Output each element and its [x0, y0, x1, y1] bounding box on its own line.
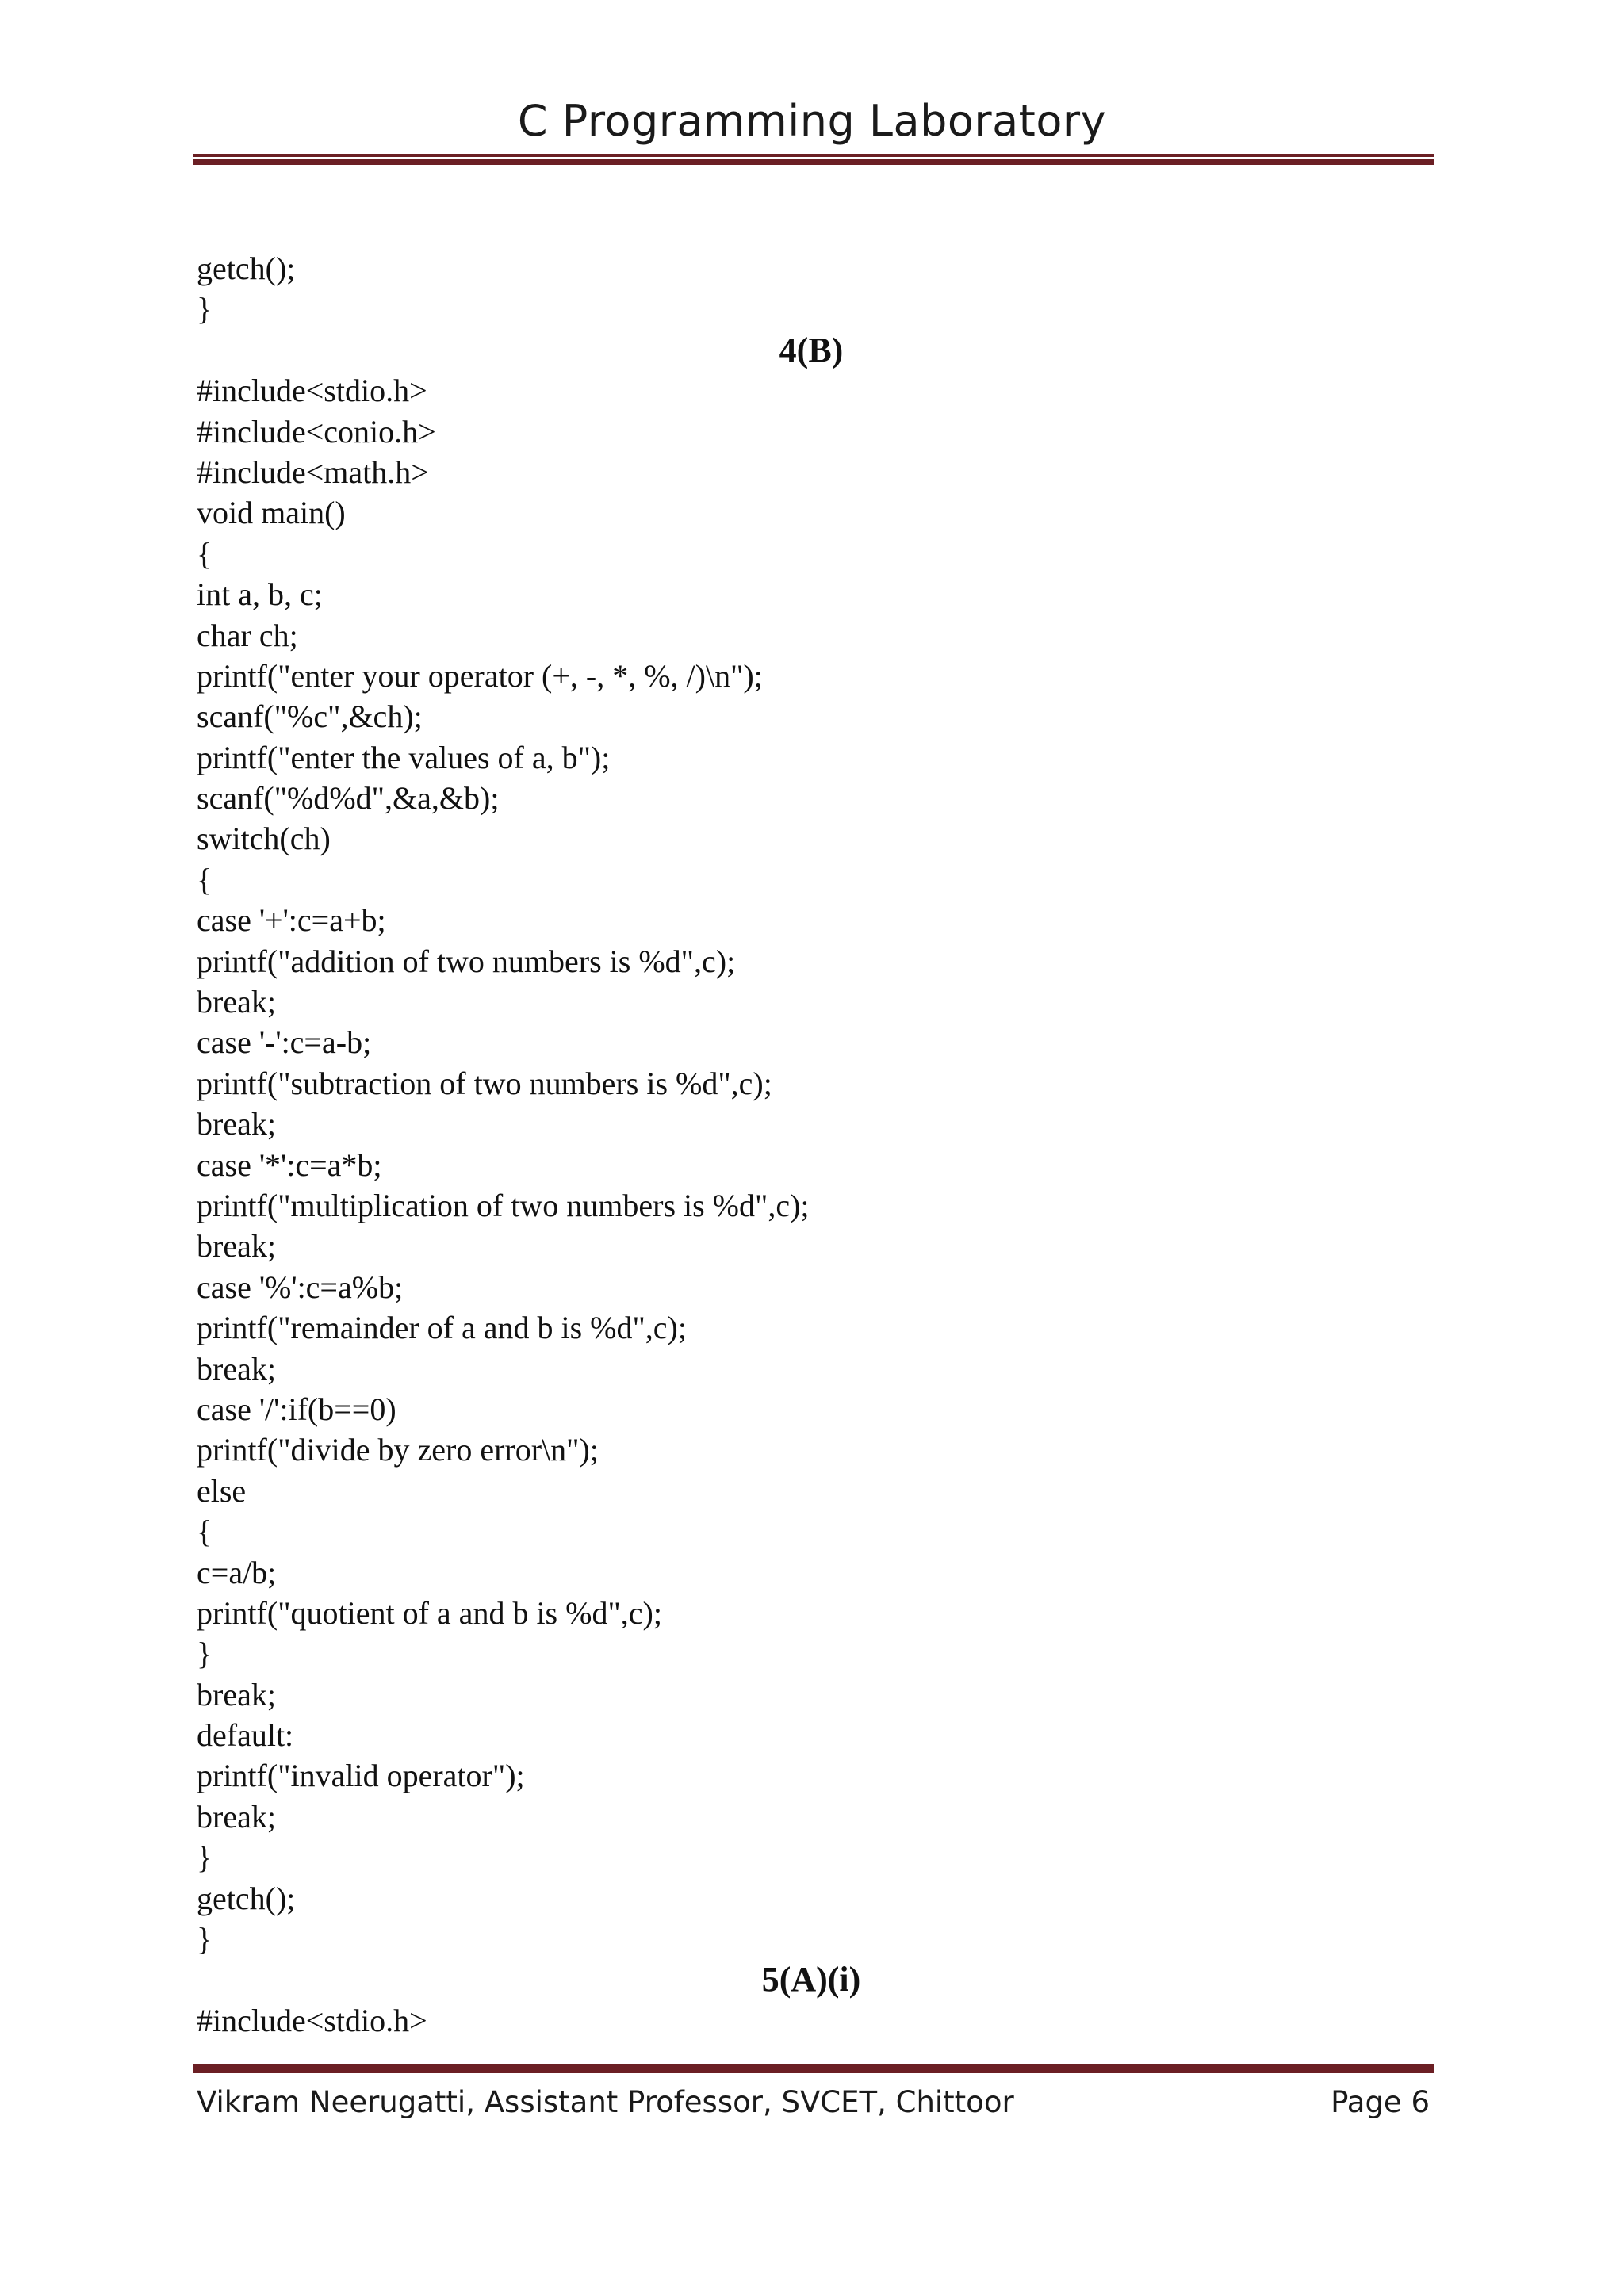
code-line: printf("quotient of a and b is %d",c);	[197, 1594, 662, 1631]
code-line: switch(ch)	[197, 821, 331, 857]
code-line: case '-':c=a-b;	[197, 1024, 372, 1061]
code-line: printf("invalid operator");	[197, 1758, 525, 1794]
footer-author: Vikram Neerugatti, Assistant Professor, SVCET, Chittoor	[197, 2085, 1014, 2119]
code-line: printf("enter the values of a, b");	[197, 739, 611, 775]
code-line: case '+':c=a+b;	[197, 902, 386, 939]
code-line: }	[197, 1921, 213, 1957]
code-line: printf("enter your operator (+, -, *, %, /)\n");	[197, 657, 763, 694]
code-line: {	[197, 1513, 213, 1550]
code-line: scanf("%c",&ch);	[197, 698, 423, 735]
code-line: }	[197, 1839, 213, 1876]
code-line: }	[197, 1636, 213, 1672]
code-line: printf("addition of two numbers is %d",c);	[197, 943, 736, 979]
header-divider-thin	[193, 154, 1434, 157]
header-divider-thick	[193, 159, 1434, 165]
page-footer	[197, 2079, 1430, 2126]
code-line: int a, b, c;	[197, 576, 323, 613]
footer-divider-thick	[193, 2064, 1434, 2070]
code-line: {	[197, 535, 213, 572]
document-title: C Programming Laboratory	[517, 96, 1107, 146]
section-heading-text: 5(A)(i)	[761, 1960, 861, 1999]
code-line: }	[197, 291, 213, 327]
code-line: break;	[197, 1350, 276, 1387]
code-line: printf("multiplication of two numbers is %d",c);	[197, 1187, 810, 1223]
code-line: getch();	[197, 1880, 296, 1916]
code-line: char ch;	[197, 617, 298, 653]
code-line: else	[197, 1472, 247, 1509]
code-line: getch();	[197, 251, 296, 286]
code-listing	[197, 248, 1434, 2041]
code-line: default:	[197, 1717, 294, 1754]
code-line: break;	[197, 1676, 276, 1712]
section-heading	[0, 330, 1434, 370]
code-line: case '*':c=a*b;	[197, 1146, 382, 1183]
code-line: case '/':if(b==0)	[197, 1391, 396, 1427]
code-line: scanf("%d%d",&a,&b);	[197, 780, 500, 817]
section-heading-text: 4(B)	[779, 330, 844, 369]
code-line: void main()	[197, 495, 346, 531]
code-line: #include<stdio.h>	[197, 373, 427, 409]
code-line: printf("divide by zero error\n");	[197, 1432, 599, 1468]
code-line: case '%':c=a%b;	[197, 1269, 404, 1305]
code-line: {	[197, 861, 213, 897]
footer-divider-thin	[193, 2070, 1434, 2073]
code-line: #include<stdio.h>	[197, 2002, 427, 2038]
code-line: #include<conio.h>	[197, 413, 436, 450]
code-line: #include<math.h>	[197, 453, 429, 490]
code-line: printf("subtraction of two numbers is %d",c);	[197, 1065, 772, 1101]
code-line: break;	[197, 984, 276, 1020]
code-line: break;	[197, 1106, 276, 1142]
section-heading	[0, 1959, 1434, 1999]
code-line: c=a/b;	[197, 1554, 277, 1590]
code-line: break;	[197, 1798, 276, 1835]
page-number: Page 6	[1331, 2085, 1430, 2119]
code-line: printf("remainder of a and b is %d",c);	[197, 1310, 687, 1346]
code-line: break;	[197, 1228, 276, 1265]
